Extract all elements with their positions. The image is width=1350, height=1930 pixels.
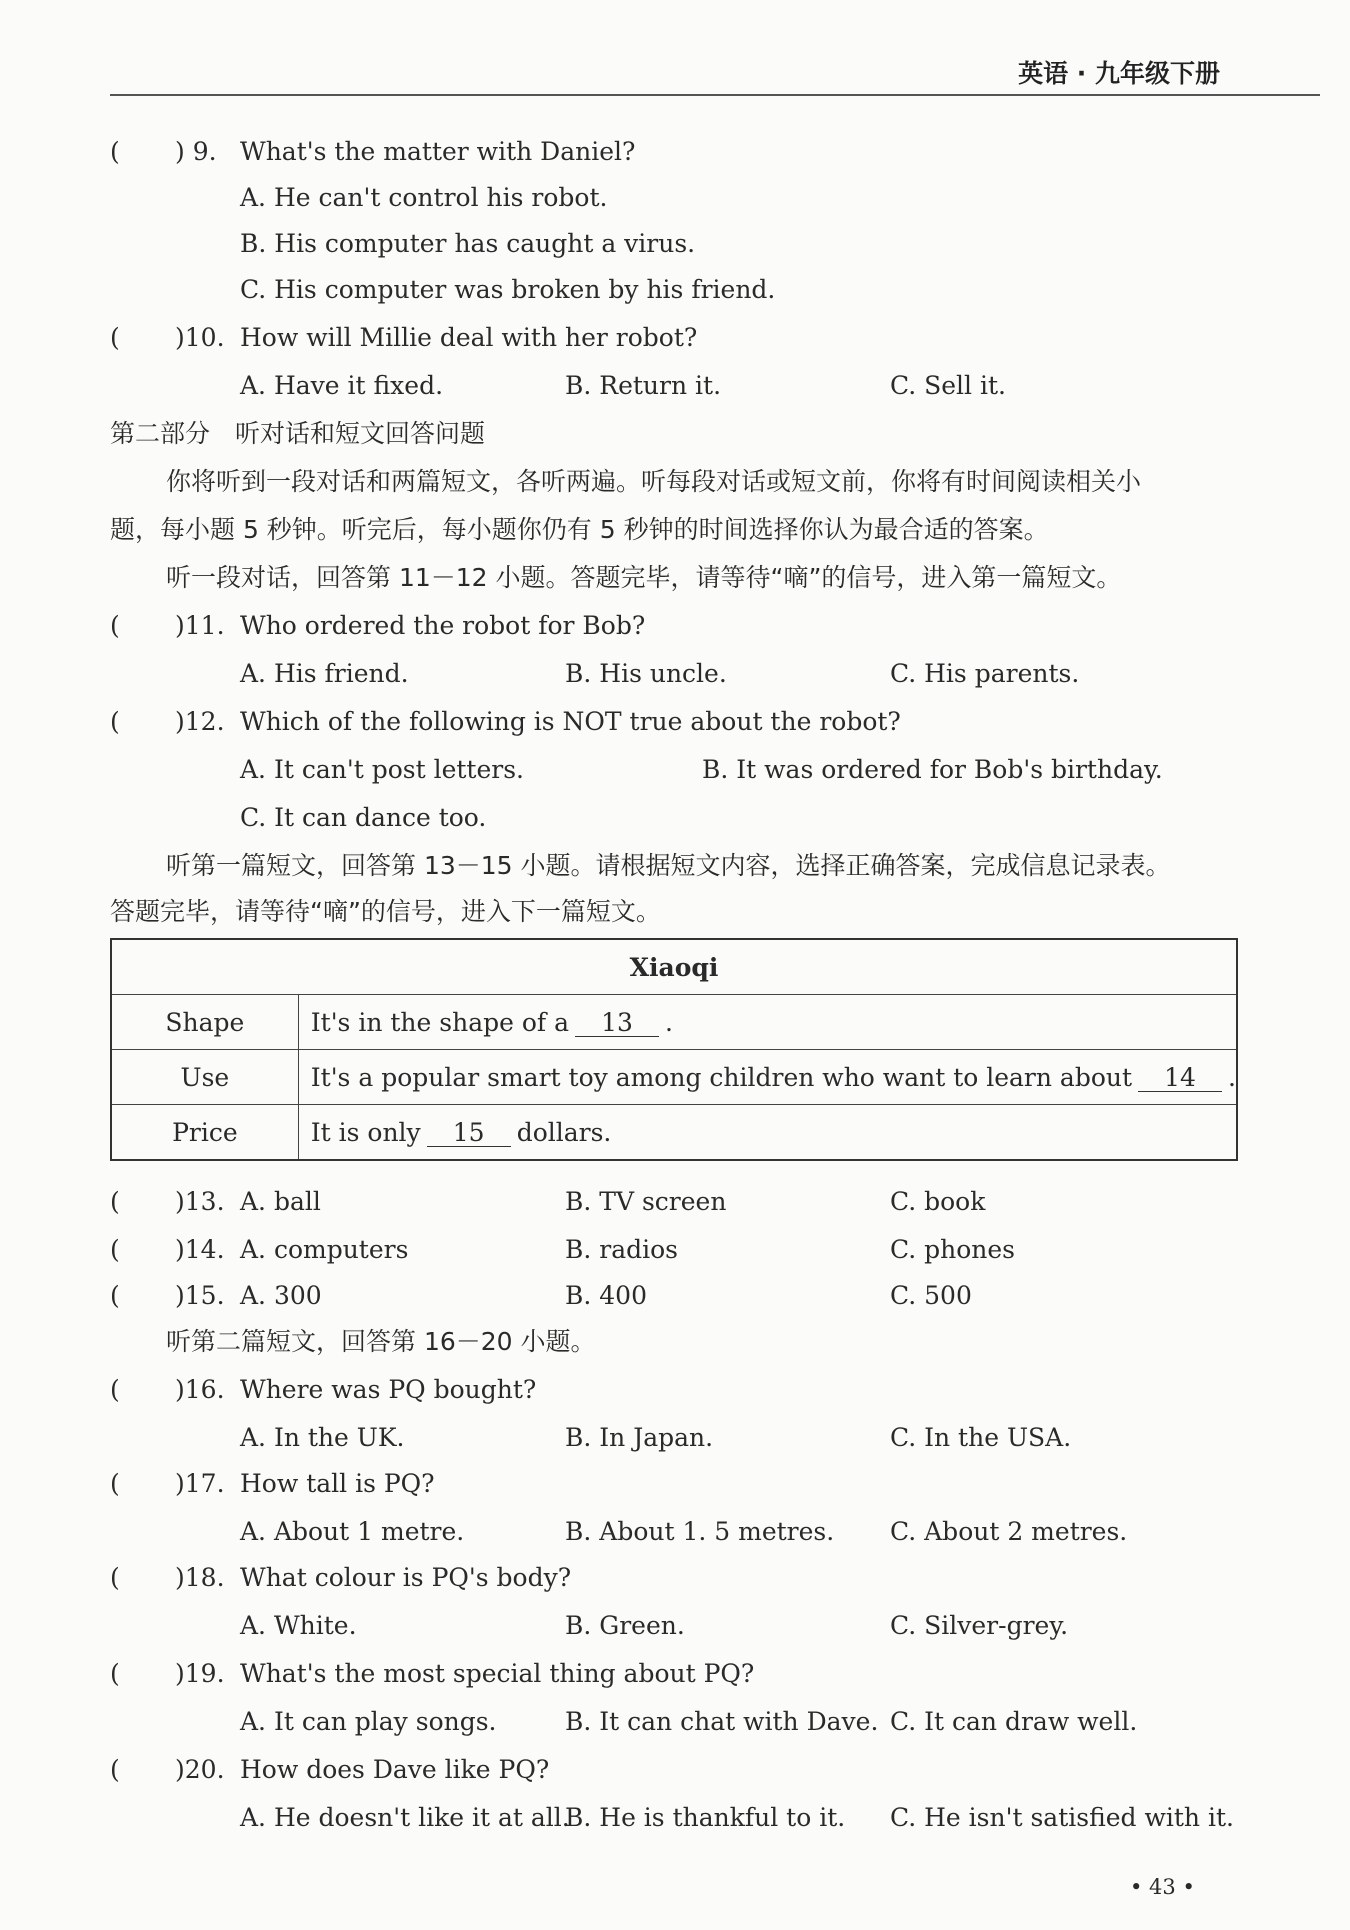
option-row: [240, 1512, 1240, 1552]
table-row: [111, 1050, 1237, 1105]
question-number: )15.: [175, 1281, 225, 1310]
question-20: [110, 1750, 1240, 1790]
question-text: How tall is PQ?: [240, 1469, 435, 1498]
row-text-end: dollars.: [516, 1117, 612, 1147]
option-c: C. book: [890, 1187, 986, 1216]
option-row: [240, 224, 1240, 264]
option-row: [240, 1606, 1240, 1646]
question-text: Which of the following is NOT true about the robot?: [240, 707, 901, 736]
table-row: [111, 995, 1237, 1050]
answer-blank-14[interactable]: 14: [1138, 1065, 1222, 1092]
answer-paren[interactable]: (: [110, 1187, 120, 1216]
question-14: [110, 1230, 1240, 1270]
option-b: B. 400: [565, 1281, 647, 1310]
table-title: Xiaoqi: [111, 939, 1237, 995]
option-row: [240, 750, 1240, 790]
question-text: What's the matter with Daniel?: [240, 137, 636, 166]
answer-paren[interactable]: (: [110, 137, 120, 166]
option-a: A. In the UK.: [240, 1423, 405, 1452]
question-text: Who ordered the robot for Bob?: [240, 611, 646, 640]
answer-paren[interactable]: (: [110, 1235, 120, 1264]
option-b: B. In Japan.: [565, 1423, 714, 1452]
option-a: A. About 1 metre.: [240, 1517, 465, 1546]
option-c: C. He isn't satisfied with it.: [890, 1803, 1234, 1832]
question-number: ) 9.: [175, 137, 217, 166]
option-a: A. He doesn't like it at all.: [240, 1803, 570, 1832]
row-text-end: .: [665, 1007, 673, 1037]
option-row: [240, 1702, 1240, 1742]
question-13: [110, 1182, 1240, 1222]
answer-paren[interactable]: (: [110, 1563, 120, 1592]
option-a: A. Have it fixed.: [240, 371, 444, 400]
option-a: A. ball: [240, 1187, 321, 1216]
book-title: 英语 · 九年级下册: [1018, 59, 1220, 88]
answer-blank-15[interactable]: 15: [427, 1120, 511, 1147]
option-c: C. Silver-grey.: [890, 1611, 1069, 1640]
option-a: A. 300: [240, 1281, 322, 1310]
option-b: B. His uncle.: [565, 659, 727, 688]
question-number: )20.: [175, 1755, 225, 1784]
info-record-table: [110, 938, 1238, 1161]
question-18: [110, 1558, 1240, 1598]
option-row: [240, 178, 1240, 218]
question-17: [110, 1464, 1240, 1504]
option-c: C. phones: [890, 1235, 1016, 1264]
option-a: A. It can play songs.: [240, 1707, 497, 1736]
option-a: A. It can't post letters.: [240, 755, 524, 784]
instructions-line-2: 题，每小题 5 秒钟。听完后，每小题你仍有 5 秒钟的时间选择你认为最合适的答案。: [110, 515, 1049, 544]
answer-paren[interactable]: (: [110, 1469, 120, 1498]
question-number: )16.: [175, 1375, 225, 1404]
question-number: )19.: [175, 1659, 225, 1688]
option-b: B. He is thankful to it.: [565, 1803, 846, 1832]
question-number: )14.: [175, 1235, 225, 1264]
passage-1-instructions-cont: 答题完毕，请等待“嘀”的信号，进入下一篇短文。: [110, 897, 661, 926]
option-b: B. It can chat with Dave.: [565, 1707, 879, 1736]
row-content: [298, 995, 1237, 1050]
question-text: What colour is PQ's body?: [240, 1563, 572, 1592]
passage-2-instructions: 听第二篇短文，回答第 16－20 小题。: [166, 1327, 596, 1356]
row-content: [298, 1105, 1237, 1161]
option-b: B. His computer has caught a virus.: [240, 229, 696, 258]
question-12: [110, 702, 1240, 742]
option-b: B. It was ordered for Bob's birthday.: [702, 755, 1163, 784]
option-c: C. His computer was broken by his friend.: [240, 275, 776, 304]
option-row: [240, 654, 1240, 694]
page-header: [110, 54, 1320, 96]
option-c: C. In the USA.: [890, 1423, 1072, 1452]
question-number: )13.: [175, 1187, 225, 1216]
option-c: C. 500: [890, 1281, 972, 1310]
option-b: B. radios: [565, 1235, 679, 1264]
question-11: [110, 606, 1240, 646]
option-c: C. Sell it.: [890, 371, 1006, 400]
question-15: [110, 1276, 1240, 1316]
option-b: B. Green.: [565, 1611, 685, 1640]
option-row: [240, 1798, 1240, 1838]
row-text: It's a popular smart toy among children who want to learn about: [310, 1062, 1133, 1092]
row-label: Price: [111, 1105, 298, 1161]
option-b: B. About 1. 5 metres.: [565, 1517, 835, 1546]
option-a: A. His friend.: [240, 659, 409, 688]
answer-paren[interactable]: (: [110, 1659, 120, 1688]
question-number: )17.: [175, 1469, 225, 1498]
answer-paren[interactable]: (: [110, 1281, 120, 1310]
question-number: )18.: [175, 1563, 225, 1592]
question-text: What's the most special thing about PQ?: [240, 1659, 755, 1688]
answer-paren[interactable]: (: [110, 611, 120, 640]
option-c: C. It can dance too.: [240, 803, 487, 832]
option-row: [240, 270, 1240, 310]
table-row: [111, 1105, 1237, 1161]
option-a: A. White.: [240, 1611, 357, 1640]
row-content: [298, 1050, 1237, 1105]
page-number: • 43 •: [1130, 1875, 1195, 1899]
option-b: B. Return it.: [565, 371, 722, 400]
question-10: [110, 318, 1240, 358]
option-b: B. TV screen: [565, 1187, 727, 1216]
answer-paren[interactable]: (: [110, 323, 120, 352]
question-text: How does Dave like PQ?: [240, 1755, 550, 1784]
answer-paren[interactable]: (: [110, 1755, 120, 1784]
option-a: A. computers: [240, 1235, 409, 1264]
answer-paren[interactable]: (: [110, 1375, 120, 1404]
question-text: How will Millie deal with her robot?: [240, 323, 698, 352]
question-number: )12.: [175, 707, 225, 736]
question-9: [110, 132, 1240, 172]
row-text: It's in the shape of a: [310, 1007, 570, 1037]
question-text: Where was PQ bought?: [240, 1375, 537, 1404]
row-text: It is only: [310, 1117, 421, 1147]
option-row: [240, 1418, 1240, 1458]
option-row: [240, 798, 1240, 838]
option-c: C. About 2 metres.: [890, 1517, 1128, 1546]
row-label: Use: [111, 1050, 298, 1105]
instructions-line-1: 你将听到一段对话和两篇短文，各听两遍。听每段对话或短文前，你将有时间阅读相关小: [166, 467, 1142, 496]
question-19: [110, 1654, 1240, 1694]
question-number: )11.: [175, 611, 225, 640]
passage-1-instructions: 听第一篇短文，回答第 13－15 小题。请根据短文内容，选择正确答案，完成信息记录表。: [166, 851, 1171, 880]
row-label: Shape: [111, 995, 298, 1050]
option-c: C. It can draw well.: [890, 1707, 1138, 1736]
option-row: [240, 366, 1240, 406]
answer-blank-13[interactable]: 13: [575, 1010, 659, 1037]
option-c: C. His parents.: [890, 659, 1080, 688]
question-16: [110, 1370, 1240, 1410]
dialogue-instructions: 听一段对话，回答第 11－12 小题。答题完毕，请等待“嘀”的信号，进入第一篇短文。: [166, 563, 1122, 592]
row-text-end: .: [1228, 1062, 1236, 1092]
answer-paren[interactable]: (: [110, 707, 120, 736]
section-title: 第二部分 听对话和短文回答问题: [110, 419, 486, 448]
option-a: A. He can't control his robot.: [240, 183, 608, 212]
question-number: )10.: [175, 323, 225, 352]
